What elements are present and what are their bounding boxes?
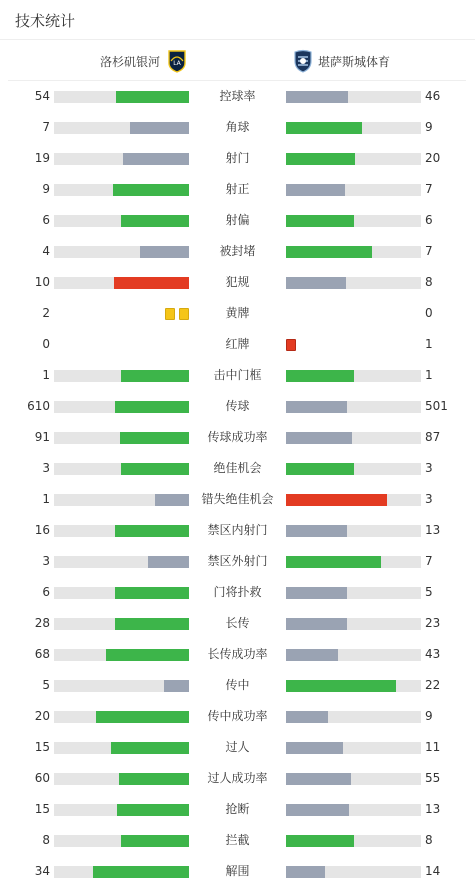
home-value: 7 xyxy=(42,120,50,134)
home-value: 19 xyxy=(34,151,50,165)
home-value: 16 xyxy=(34,523,50,537)
stat-label: 角球 xyxy=(225,120,250,134)
home-bar-fill xyxy=(121,463,189,475)
page-title: 技术统计 xyxy=(15,12,76,30)
away-value: 22 xyxy=(425,678,441,692)
red-card-icon xyxy=(286,339,296,351)
stat-row xyxy=(0,608,475,639)
stat-label: 传球 xyxy=(225,399,250,413)
stat-label: 射门 xyxy=(225,151,250,165)
home-bar-fill xyxy=(164,680,189,692)
away-bar-fill xyxy=(286,680,396,692)
away-value: 6 xyxy=(425,213,433,227)
home-team[interactable] xyxy=(100,41,188,81)
away-value: 14 xyxy=(425,864,441,878)
stat-label: 过人 xyxy=(225,740,250,754)
home-bar-fill xyxy=(115,401,189,413)
sporting-kc-logo-icon xyxy=(292,49,314,73)
away-bar-track xyxy=(286,618,421,630)
stat-row xyxy=(0,546,475,577)
home-bar-track xyxy=(54,773,189,785)
home-value: 1 xyxy=(42,492,50,506)
home-value: 10 xyxy=(34,275,50,289)
away-value: 3 xyxy=(425,461,433,475)
stat-row xyxy=(0,236,475,267)
away-value: 13 xyxy=(425,802,441,816)
away-value: 7 xyxy=(425,554,433,568)
away-value: 9 xyxy=(425,709,433,723)
stat-row xyxy=(0,267,475,298)
away-value: 7 xyxy=(425,244,433,258)
stat-label: 拦截 xyxy=(225,833,250,847)
home-value: 610 xyxy=(27,399,50,413)
home-bar-track xyxy=(54,804,189,816)
stat-label: 传中成功率 xyxy=(207,709,268,723)
stat-row xyxy=(0,577,475,608)
away-bar-fill xyxy=(286,370,354,382)
home-bar-track xyxy=(54,370,189,382)
away-bar-track xyxy=(286,184,421,196)
stats-list xyxy=(0,81,475,887)
home-bar-track xyxy=(54,711,189,723)
home-bar-track xyxy=(54,835,189,847)
home-value: 3 xyxy=(42,461,50,475)
home-value: 5 xyxy=(42,678,50,692)
home-value: 60 xyxy=(34,771,50,785)
home-bar-fill xyxy=(121,370,189,382)
stat-label: 门将扑救 xyxy=(213,585,262,599)
home-value: 2 xyxy=(42,306,50,320)
home-bar-fill xyxy=(121,835,189,847)
home-bar-track xyxy=(54,432,189,444)
stat-label: 被封堵 xyxy=(219,244,256,258)
away-bar-fill xyxy=(286,153,355,165)
away-bar-track xyxy=(286,649,421,661)
stat-row xyxy=(0,112,475,143)
stat-row xyxy=(0,174,475,205)
home-value: 3 xyxy=(42,554,50,568)
home-value: 28 xyxy=(34,616,50,630)
away-bar-track xyxy=(286,742,421,754)
home-bar-fill xyxy=(106,649,189,661)
away-bar-fill xyxy=(286,432,352,444)
stat-row xyxy=(0,856,475,887)
away-bar-track xyxy=(286,835,421,847)
stat-row xyxy=(0,484,475,515)
home-value: 4 xyxy=(42,244,50,258)
home-bar-track xyxy=(54,680,189,692)
away-bar-fill xyxy=(286,91,348,103)
stat-label: 击中门框 xyxy=(213,368,262,382)
home-team-name: 洛杉矶银河 xyxy=(99,54,160,69)
away-bar-track xyxy=(286,711,421,723)
away-bar-fill xyxy=(286,215,354,227)
away-value: 55 xyxy=(425,771,441,785)
away-value: 7 xyxy=(425,182,433,196)
away-value: 8 xyxy=(425,833,433,847)
away-bar-track xyxy=(286,463,421,475)
stat-label: 禁区外射门 xyxy=(207,554,268,568)
stat-label: 解围 xyxy=(225,864,250,878)
title-bar xyxy=(0,0,475,40)
away-bar-fill xyxy=(286,835,354,847)
away-bar-track xyxy=(286,246,421,258)
away-bar-track xyxy=(286,525,421,537)
away-bar-track xyxy=(286,494,421,506)
away-bar-fill xyxy=(286,401,347,413)
home-bar-fill xyxy=(116,91,189,103)
teams-header xyxy=(8,41,466,81)
away-bar-track xyxy=(286,91,421,103)
stat-row xyxy=(0,515,475,546)
home-bar-track xyxy=(54,91,189,103)
away-bar-track xyxy=(286,370,421,382)
yellow-card-icon xyxy=(179,308,189,320)
home-cards xyxy=(165,308,189,320)
home-bar-fill xyxy=(130,122,189,134)
yellow-card-icon xyxy=(165,308,175,320)
away-bar-fill xyxy=(286,804,349,816)
away-value: 9 xyxy=(425,120,433,134)
away-bar-fill xyxy=(286,122,362,134)
home-bar-track xyxy=(54,525,189,537)
home-bar-track xyxy=(54,618,189,630)
home-bar-fill xyxy=(121,215,189,227)
home-bar-track xyxy=(54,401,189,413)
home-value: 15 xyxy=(34,740,50,754)
away-bar-track xyxy=(286,277,421,289)
away-bar-fill xyxy=(286,184,345,196)
home-bar-track xyxy=(54,649,189,661)
home-bar-fill xyxy=(140,246,189,258)
home-bar-track xyxy=(54,184,189,196)
away-value: 3 xyxy=(425,492,433,506)
stat-row xyxy=(0,670,475,701)
away-bar-fill xyxy=(286,649,338,661)
home-value: 6 xyxy=(42,213,50,227)
home-bar-track xyxy=(54,215,189,227)
stat-label: 传中 xyxy=(225,678,250,692)
away-bar-track xyxy=(286,587,421,599)
away-bar-track xyxy=(286,153,421,165)
home-bar-track xyxy=(54,556,189,568)
home-bar-track xyxy=(54,866,189,878)
stat-row xyxy=(0,360,475,391)
stat-label: 过人成功率 xyxy=(207,771,268,785)
home-bar-fill xyxy=(120,432,189,444)
stat-row xyxy=(0,794,475,825)
away-bar-track xyxy=(286,432,421,444)
home-value: 54 xyxy=(34,89,50,103)
away-cards xyxy=(286,339,296,351)
home-bar-track xyxy=(54,153,189,165)
away-bar-track xyxy=(286,215,421,227)
home-bar-fill xyxy=(148,556,189,568)
away-bar-fill xyxy=(286,277,346,289)
stat-row xyxy=(0,453,475,484)
away-bar-fill xyxy=(286,711,328,723)
stat-row xyxy=(0,205,475,236)
away-bar-track xyxy=(286,401,421,413)
home-bar-fill xyxy=(117,804,189,816)
la-galaxy-logo-icon xyxy=(166,49,188,73)
away-bar-fill xyxy=(286,246,372,258)
home-value: 20 xyxy=(34,709,50,723)
home-bar-track xyxy=(54,246,189,258)
stat-row xyxy=(0,825,475,856)
home-value: 15 xyxy=(34,802,50,816)
home-value: 9 xyxy=(42,182,50,196)
stat-label: 抢断 xyxy=(225,802,250,816)
away-bar-track xyxy=(286,773,421,785)
away-value: 43 xyxy=(425,647,441,661)
stat-label: 长传成功率 xyxy=(207,647,268,661)
home-bar-fill xyxy=(96,711,189,723)
stat-row xyxy=(0,298,475,329)
stat-label: 传球成功率 xyxy=(207,430,268,444)
home-bar-fill xyxy=(115,525,189,537)
away-bar-fill xyxy=(286,866,325,878)
home-bar-fill xyxy=(119,773,189,785)
home-value: 0 xyxy=(42,337,50,351)
home-value: 68 xyxy=(34,647,50,661)
away-bar-track xyxy=(286,122,421,134)
stat-row xyxy=(0,391,475,422)
home-bar-track xyxy=(54,742,189,754)
stat-row xyxy=(0,701,475,732)
home-bar-fill xyxy=(111,742,189,754)
stat-label: 禁区内射门 xyxy=(207,523,268,537)
away-team[interactable] xyxy=(292,41,390,81)
home-value: 91 xyxy=(34,430,50,444)
stat-row xyxy=(0,732,475,763)
stat-label: 红牌 xyxy=(225,337,250,351)
home-bar-fill xyxy=(114,277,189,289)
away-value: 501 xyxy=(425,399,448,413)
home-bar-fill xyxy=(123,153,189,165)
away-bar-fill xyxy=(286,463,354,475)
home-value: 1 xyxy=(42,368,50,382)
away-value: 46 xyxy=(425,89,441,103)
home-bar-track xyxy=(54,587,189,599)
stat-label: 长传 xyxy=(225,616,250,630)
away-value: 8 xyxy=(425,275,433,289)
stat-row xyxy=(0,143,475,174)
away-bar-track xyxy=(286,804,421,816)
away-value: 20 xyxy=(425,151,441,165)
away-bar-fill xyxy=(286,742,343,754)
away-bar-fill xyxy=(286,494,387,506)
home-bar-fill xyxy=(93,866,189,878)
away-value: 1 xyxy=(425,368,433,382)
home-value: 34 xyxy=(34,864,50,878)
stat-label: 绝佳机会 xyxy=(213,461,262,475)
away-bar-fill xyxy=(286,773,351,785)
stat-label: 射偏 xyxy=(225,213,250,227)
away-value: 13 xyxy=(425,523,441,537)
away-value: 1 xyxy=(425,337,433,351)
stat-row xyxy=(0,329,475,360)
away-bar-track xyxy=(286,866,421,878)
home-value: 6 xyxy=(42,585,50,599)
stat-row xyxy=(0,763,475,794)
home-bar-fill xyxy=(115,587,189,599)
stat-label: 黄牌 xyxy=(225,306,250,320)
stat-row xyxy=(0,422,475,453)
home-bar-track xyxy=(54,494,189,506)
away-bar-fill xyxy=(286,556,381,568)
stat-label: 错失绝佳机会 xyxy=(201,492,274,506)
away-value: 11 xyxy=(425,740,441,754)
stat-label: 射正 xyxy=(225,182,250,196)
svg-text:LA: LA xyxy=(173,60,181,67)
home-bar-fill xyxy=(155,494,189,506)
stat-label: 犯规 xyxy=(225,275,250,289)
away-value: 5 xyxy=(425,585,433,599)
home-bar-track xyxy=(54,122,189,134)
home-bar-fill xyxy=(115,618,189,630)
away-bar-track xyxy=(286,680,421,692)
away-bar-fill xyxy=(286,525,347,537)
home-value: 8 xyxy=(42,833,50,847)
away-bar-fill xyxy=(286,618,347,630)
stat-label: 控球率 xyxy=(219,89,256,103)
away-value: 23 xyxy=(425,616,441,630)
away-bar-fill xyxy=(286,587,347,599)
home-bar-track xyxy=(54,463,189,475)
home-bar-track xyxy=(54,277,189,289)
away-bar-track xyxy=(286,556,421,568)
away-team-name: 堪萨斯城体育 xyxy=(318,54,391,69)
away-value: 87 xyxy=(425,430,441,444)
home-bar-fill xyxy=(113,184,189,196)
stat-row xyxy=(0,639,475,670)
stat-row xyxy=(0,81,475,112)
away-value: 0 xyxy=(425,306,433,320)
